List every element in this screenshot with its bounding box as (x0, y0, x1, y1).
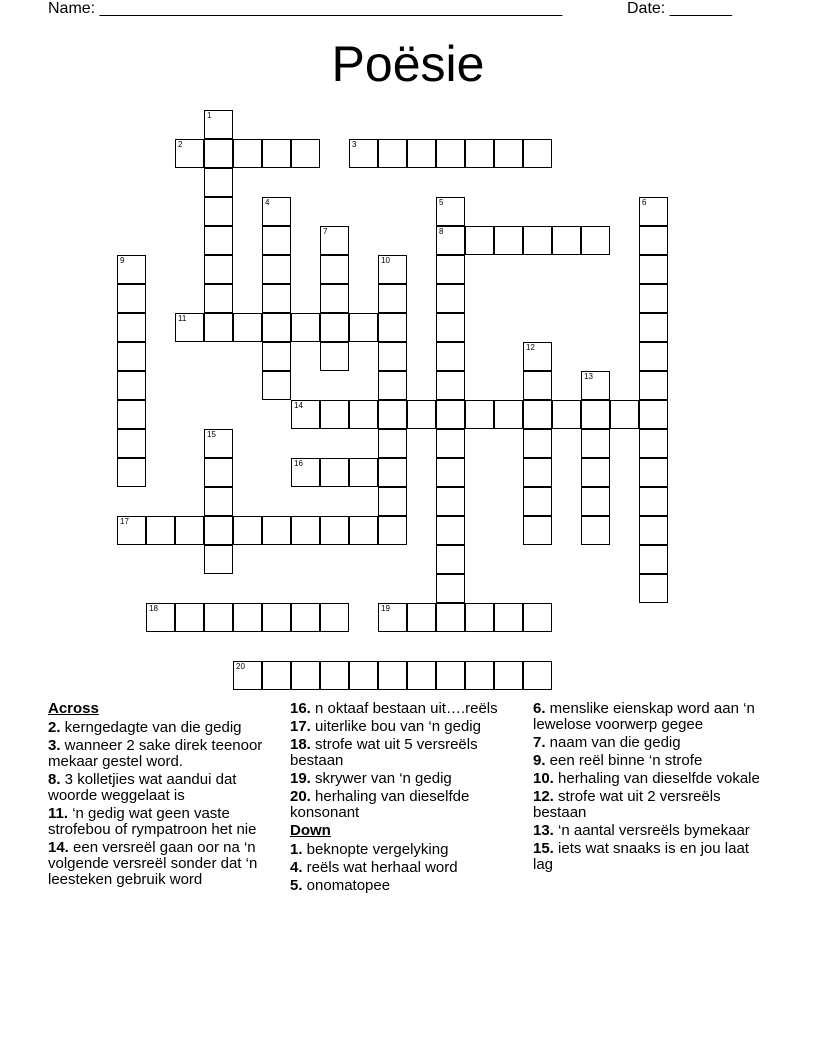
grid-cell[interactable] (494, 603, 523, 632)
clue-number: 11. (48, 805, 69, 822)
grid-cell[interactable] (407, 139, 436, 168)
grid-cell[interactable] (378, 603, 407, 632)
grid-cell[interactable] (436, 226, 465, 255)
grid-cell[interactable] (523, 371, 552, 400)
grid-cell[interactable] (233, 139, 262, 168)
clue-text: 3 kolletjies wat aandui dat woorde weggelaat is (48, 771, 237, 804)
grid-cell[interactable] (378, 139, 407, 168)
grid-cell[interactable] (204, 603, 233, 632)
clue-item (533, 771, 763, 787)
grid-cell[interactable] (378, 255, 407, 284)
grid-cell[interactable] (233, 603, 262, 632)
clue-number: 3. (48, 737, 61, 754)
clue-number: 4. (290, 859, 303, 876)
grid-cell[interactable] (378, 400, 407, 429)
grid-cell[interactable] (204, 168, 233, 197)
grid-cell[interactable] (233, 516, 262, 545)
grid-cell[interactable] (494, 661, 523, 690)
clue-item (533, 753, 763, 769)
grid-cell[interactable] (233, 661, 262, 690)
clue-number: 8. (48, 771, 61, 788)
clue-number: 13. (533, 822, 554, 839)
clue-number: 10. (533, 770, 554, 787)
clue-number: 14. (48, 839, 69, 856)
grid-cell[interactable] (349, 400, 378, 429)
name-line: Name: ____________________________________________________ (48, 0, 563, 17)
grid-cell[interactable] (610, 400, 639, 429)
cell-number: 17 (120, 517, 129, 526)
clue-text: strofe wat uit 5 versreëls bestaan (290, 736, 478, 769)
clue-item (48, 738, 278, 770)
grid-cell[interactable] (262, 139, 291, 168)
grid-cell[interactable] (523, 226, 552, 255)
grid-cell[interactable] (581, 516, 610, 545)
cell-number: 10 (381, 256, 390, 265)
grid-cell[interactable] (639, 371, 668, 400)
grid-cell[interactable] (639, 284, 668, 313)
grid-cell[interactable] (523, 139, 552, 168)
clue-number: 16. (290, 700, 311, 717)
clue-text: menslike eienskap word aan ‘n lewelose voorwerp gegee (533, 700, 755, 733)
clue-item (48, 772, 278, 804)
grid-cell[interactable] (262, 342, 291, 371)
grid-cell[interactable] (291, 139, 320, 168)
grid-cell[interactable] (146, 516, 175, 545)
grid-cell[interactable] (523, 487, 552, 516)
grid-cell[interactable] (494, 226, 523, 255)
grid-cell[interactable] (523, 603, 552, 632)
grid-cell[interactable] (291, 458, 320, 487)
grid-cell[interactable] (436, 342, 465, 371)
grid-cell[interactable] (349, 139, 378, 168)
cell-number: 5 (439, 198, 444, 207)
grid-cell[interactable] (552, 226, 581, 255)
grid-cell[interactable] (349, 458, 378, 487)
clue-text: strofe wat uit 2 versreëls bestaan (533, 788, 721, 821)
cell-number: 4 (265, 198, 270, 207)
clues-column-1 (48, 701, 278, 890)
clue-number: 2. (48, 719, 61, 736)
clue-number: 6. (533, 700, 546, 717)
grid-cell[interactable] (436, 661, 465, 690)
grid-cell[interactable] (320, 226, 349, 255)
grid-cell[interactable] (117, 371, 146, 400)
grid-cell[interactable] (465, 400, 494, 429)
cell-number: 8 (439, 227, 444, 236)
clue-number: 18. (290, 736, 311, 753)
clue-heading: Across (48, 700, 99, 717)
grid-cell[interactable] (117, 429, 146, 458)
grid-cell[interactable] (436, 574, 465, 603)
grid-cell[interactable] (262, 313, 291, 342)
grid-cell[interactable] (349, 516, 378, 545)
grid-cell[interactable] (552, 400, 581, 429)
grid-cell[interactable] (581, 371, 610, 400)
grid-cell[interactable] (378, 458, 407, 487)
grid-cell[interactable] (378, 429, 407, 458)
clue-text: beknopte vergelyking (302, 841, 449, 858)
grid-cell[interactable] (320, 458, 349, 487)
grid-cell[interactable] (175, 516, 204, 545)
clue-text: onomatopee (302, 877, 391, 894)
clue-text: herhaling van dieselfde vokale (553, 770, 760, 787)
clue-item (48, 840, 278, 888)
cell-number: 14 (294, 401, 303, 410)
grid-cell[interactable] (117, 342, 146, 371)
grid-cell[interactable] (204, 255, 233, 284)
clue-item (533, 841, 763, 873)
grid-cell[interactable] (262, 603, 291, 632)
grid-cell[interactable] (581, 400, 610, 429)
grid-cell[interactable] (436, 197, 465, 226)
clue-item (290, 789, 520, 821)
grid-cell[interactable] (523, 342, 552, 371)
grid-cell[interactable] (320, 284, 349, 313)
clue-text: kerngedagte van die gedig (60, 719, 242, 736)
grid-cell[interactable] (175, 139, 204, 168)
grid-cell[interactable] (204, 516, 233, 545)
grid-cell[interactable] (175, 313, 204, 342)
grid-cell[interactable] (320, 255, 349, 284)
grid-cell[interactable] (204, 545, 233, 574)
clue-number: 5. (290, 877, 303, 894)
clue-item (533, 735, 763, 751)
grid-cell[interactable] (436, 313, 465, 342)
cell-number: 16 (294, 459, 303, 468)
clue-item (290, 842, 520, 858)
grid-cell[interactable] (639, 400, 668, 429)
grid-cell[interactable] (523, 458, 552, 487)
grid-cell[interactable] (320, 516, 349, 545)
clue-item (48, 720, 278, 736)
grid-cell[interactable] (117, 516, 146, 545)
grid-cell[interactable] (436, 458, 465, 487)
grid-cell[interactable] (581, 226, 610, 255)
date-line: Date: _______ (627, 0, 732, 17)
clue-item (533, 823, 763, 839)
grid-cell[interactable] (581, 487, 610, 516)
grid-cell[interactable] (436, 400, 465, 429)
grid-cell[interactable] (407, 400, 436, 429)
grid-cell[interactable] (320, 400, 349, 429)
clue-item (290, 771, 520, 787)
grid-cell[interactable] (436, 284, 465, 313)
grid-cell[interactable] (204, 139, 233, 168)
cell-number: 12 (526, 343, 535, 352)
cell-number: 7 (323, 227, 328, 236)
grid-cell[interactable] (465, 226, 494, 255)
grid-cell[interactable] (291, 661, 320, 690)
clue-text: naam van die gedig (545, 734, 681, 751)
cell-number: 13 (584, 372, 593, 381)
clue-item (48, 806, 278, 838)
grid-cell[interactable] (262, 255, 291, 284)
clue-text: een reël binne ‘n strofe (545, 752, 703, 769)
grid-cell[interactable] (204, 487, 233, 516)
page-title: Poësie (331, 36, 485, 92)
cell-number: 11 (178, 314, 187, 323)
grid-cell[interactable] (262, 197, 291, 226)
clue-text: n oktaaf bestaan uit….reëls (310, 700, 498, 717)
clue-text: herhaling van dieselfde konsonant (290, 788, 470, 821)
clue-number: 17. (290, 718, 311, 735)
clue-text: skrywer van ‘n gedig (310, 770, 452, 787)
grid-cell[interactable] (523, 661, 552, 690)
clue-item (533, 701, 763, 733)
clue-text: ‘n gedig wat geen vaste strofebou of rympatroon het nie (48, 805, 257, 838)
grid-cell[interactable] (262, 226, 291, 255)
grid-cell[interactable] (117, 458, 146, 487)
grid-cell[interactable] (262, 371, 291, 400)
grid-cell[interactable] (639, 226, 668, 255)
grid-cell[interactable] (494, 400, 523, 429)
grid-cell[interactable] (639, 574, 668, 603)
clue-text: iets wat snaaks is en jou laat lag (533, 840, 749, 873)
grid-cell[interactable] (146, 603, 175, 632)
grid-cell[interactable] (465, 661, 494, 690)
grid-cell[interactable] (639, 313, 668, 342)
grid-cell[interactable] (523, 516, 552, 545)
clue-number: 15. (533, 840, 554, 857)
grid-cell[interactable] (117, 400, 146, 429)
grid-cell[interactable] (639, 545, 668, 574)
clue-text: een versreël gaan oor na ‘n volgende versreël sonder dat ‘n leesteken gebruik word (48, 839, 258, 888)
clue-text: ‘n aantal versreëls bymekaar (553, 822, 750, 839)
grid-cell[interactable] (262, 284, 291, 313)
grid-cell[interactable] (639, 197, 668, 226)
grid-cell[interactable] (291, 400, 320, 429)
clue-item (290, 719, 520, 735)
grid-cell[interactable] (378, 342, 407, 371)
grid-cell[interactable] (349, 313, 378, 342)
grid-cell[interactable] (204, 458, 233, 487)
cell-number: 18 (149, 604, 158, 613)
grid-cell[interactable] (378, 487, 407, 516)
grid-cell[interactable] (233, 313, 262, 342)
grid-cell[interactable] (465, 139, 494, 168)
grid-cell[interactable] (407, 603, 436, 632)
grid-cell[interactable] (639, 429, 668, 458)
grid-cell[interactable] (436, 139, 465, 168)
clue-item (290, 878, 520, 894)
clues-column-3 (533, 701, 763, 875)
cell-number: 6 (642, 198, 647, 207)
clue-item (290, 737, 520, 769)
clue-item (290, 860, 520, 876)
clue-number: 12. (533, 788, 554, 805)
grid-cell[interactable] (320, 342, 349, 371)
clue-heading: Down (290, 822, 331, 839)
grid-cell[interactable] (378, 661, 407, 690)
grid-cell[interactable] (204, 110, 233, 139)
grid-cell[interactable] (581, 429, 610, 458)
grid-cell[interactable] (204, 313, 233, 342)
clue-item (533, 789, 763, 821)
grid-cell[interactable] (117, 255, 146, 284)
grid-cell[interactable] (204, 429, 233, 458)
grid-cell[interactable] (639, 458, 668, 487)
grid-cell[interactable] (320, 313, 349, 342)
grid-cell[interactable] (117, 313, 146, 342)
clue-text: reëls wat herhaal word (302, 859, 458, 876)
cell-number: 2 (178, 140, 183, 149)
clue-text: uiterlike bou van ‘n gedig (310, 718, 481, 735)
grid-cell[interactable] (291, 516, 320, 545)
clue-number: 1. (290, 841, 303, 858)
cell-number: 20 (236, 662, 245, 671)
clue-number: 19. (290, 770, 311, 787)
grid-cell[interactable] (349, 661, 378, 690)
grid-cell[interactable] (175, 603, 204, 632)
grid-cell[interactable] (320, 661, 349, 690)
grid-cell[interactable] (291, 603, 320, 632)
grid-cell[interactable] (378, 516, 407, 545)
grid-cell[interactable] (320, 603, 349, 632)
grid-cell[interactable] (436, 603, 465, 632)
cell-number: 1 (207, 111, 212, 120)
grid-cell[interactable] (523, 400, 552, 429)
grid-cell[interactable] (639, 342, 668, 371)
grid-cell[interactable] (581, 458, 610, 487)
grid-cell[interactable] (639, 487, 668, 516)
clue-number: 7. (533, 734, 546, 751)
grid-cell[interactable] (407, 661, 436, 690)
cell-number: 3 (352, 140, 357, 149)
grid-cell[interactable] (117, 284, 146, 313)
clue-item (290, 701, 520, 717)
grid-cell[interactable] (436, 516, 465, 545)
grid-cell[interactable] (291, 313, 320, 342)
grid-cell[interactable] (465, 603, 494, 632)
grid-cell[interactable] (639, 516, 668, 545)
cell-number: 19 (381, 604, 390, 613)
grid-cell[interactable] (436, 255, 465, 284)
grid-cell[interactable] (378, 284, 407, 313)
grid-cell[interactable] (494, 139, 523, 168)
grid-cell[interactable] (436, 545, 465, 574)
grid-cell[interactable] (436, 487, 465, 516)
clue-text: wanneer 2 sake direk teenoor mekaar gestel word. (48, 737, 263, 770)
grid-cell[interactable] (204, 226, 233, 255)
grid-cell[interactable] (639, 255, 668, 284)
grid-cell[interactable] (262, 661, 291, 690)
grid-cell[interactable] (262, 516, 291, 545)
grid-cell[interactable] (378, 371, 407, 400)
clue-number: 9. (533, 752, 546, 769)
grid-cell[interactable] (204, 284, 233, 313)
cell-number: 9 (120, 256, 125, 265)
grid-cell[interactable] (523, 429, 552, 458)
cell-number: 15 (207, 430, 216, 439)
clue-number: 20. (290, 788, 311, 805)
grid-cell[interactable] (204, 197, 233, 226)
clues-column-2 (290, 701, 520, 896)
grid-cell[interactable] (436, 429, 465, 458)
grid-cell[interactable] (436, 371, 465, 400)
grid-cell[interactable] (378, 313, 407, 342)
